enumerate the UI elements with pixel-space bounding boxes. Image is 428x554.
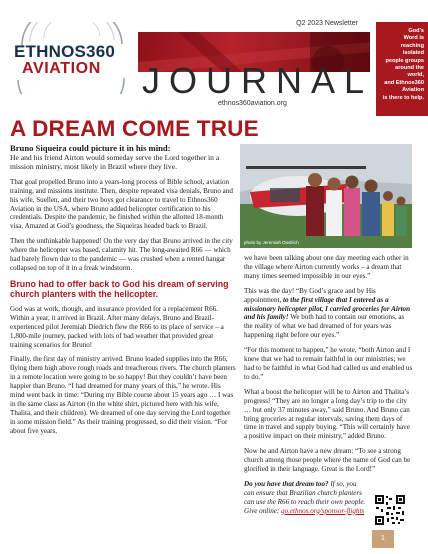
group-photo-illustration [240,144,412,248]
article-text: We both had to contain our emotions, as the reality of what we had dreamed of for years was happening right before our eyes.” [244,313,405,340]
article-paragraph: we have been talking about one day meeting each other in the village where Airton currently works – a dream that many times seemed impossible in our eyes.” [244,254,409,280]
mission-line: God’s [408,28,424,34]
sponsor-flights-link[interactable]: go.ethnos.org/sponsor-flights [281,506,365,515]
newsletter-issue: Q2 2023 Newsletter [296,20,358,27]
article-lead: Bruno Siqueira could picture it in his mind: [10,143,171,153]
article-paragraph: Finally, the first day of ministry arrived. Bruno loaded supplies into the R66, flying them high above rough roads and treacherous rivers. The church planters in a remote location were going to be so happy! But they couldn’t have been happier than Bruno. “I had dreamed for many years of this,” he wrote. His mind went back in time: “During my Bible course about 15 years ago … I was in the same class as Airton (in the white shirt, pictured here with his wife, Thalita, and their children). We dreamed of one day serving the Lord together in some mission field.” As their training progressed, so did their vision. “For about five years, [10,355,236,435]
article-paragraph: What a boost the helicopter will be to Airton and Thalita’s progress! “They are no longer a long day’s trip to the city … but only 37 minutes away,” said Bruno. And Bruno can bring groceries at regular intervals, saving them days of time in travel and supply buying. “This will certainly have a positive impact on their ministry,” added Bruno. [244,387,410,441]
article-text: This was the day! “By God’s grace and by His appointment, [244,286,376,304]
website-url: ethnos360aviation.org [218,100,287,107]
article-paragraph: “For this moment to happen,” he wrote, “both Airton and I knew that we had to remain faithful in our ministries; we had to be faithful in what God had called us and enabled us to do.” [244,346,413,381]
article-subheading: Bruno had to offer back to God his dream of serving church planters with the helicopter. [10,278,229,299]
mission-line: around the world, [395,65,424,79]
qr-code-icon[interactable] [374,494,406,526]
mission-line: people groups [385,57,424,64]
cta-text: If so, you can ensure that Brazilian church planters can use the R66 to reach their own people. Give online: [244,479,366,515]
ethnos360-aviation-logo [4,22,136,94]
logo-text-ethnos360: ETHNOS360 [14,42,116,61]
article-paragraph: That goal propelled Bruno into a years-long process of Bible school, aviation training, and missions institute. Then, despite repeated visa denials, Bruno and his wife, Suellen, and their two boys got clearance to travel to Ethnos360 Aviation in the USA, where Bruno added helicopter certification to his credentials. Despite the pandemic, he finished within the allotted 18-month visa. Amazed at God’s goodness, the Siqueiras headed back to Brazil. [10,177,233,231]
mission-line: is there to help. [382,94,424,101]
article-paragraph: Now he and Airton have a new dream: “To see a strong church among those people where the name of God can be glorified in their language. Great is the Lord!” [244,447,411,474]
mission-line: and Ethnos360 Aviation [384,79,424,94]
article-paragraph: God was at work, though, and insurance provided for a replacement R66. Within a year, it arrived in Brazil. After many delays, Bruno and Brazil-experienced pilot Jeremiah Diedrich flew the R66 to its place of service – a 1,800-mile journey, packed with lots of bad weather that provided great training scenarios for Bruno! [10,304,224,349]
article-column-right [244,254,414,522]
mission-line: Word is [403,35,424,42]
article-paragraph [244,287,414,340]
journal-title: JOURNAL [142,60,374,101]
mission-statement-box [376,22,428,116]
article-headline: A DREAM COME TRUE [10,116,259,141]
article-paragraph: Then the unthinkable happened! On the very day that Bruno arrived in the city where the helicopter was based, calamity hit. The long-awaited R66 — which had barely flown due to the pandemic — was crushed when a rented hangar collapsed on top of it in a freak windstorm. [10,237,233,272]
article-paragraph: He and his friend Airton would someday serve the Lord together in a mission ministry, most likely in Brazil where they live. [10,153,220,172]
article-column-left [10,143,236,442]
mission-line: reaching isolated [400,42,424,57]
article-emphasis: to the first village that I entered as a missionary helicopter pilot, I carried groceries for Airton and his family! [244,295,411,322]
qr-code-graphic [374,494,406,526]
logo-text-aviation: AVIATION [22,60,101,77]
photo-credit: photo by Jeremiah Diedrich [244,240,299,245]
article-photo [240,144,412,248]
page-number: 1 [372,530,394,548]
cta-question: Do you have that dream too? [244,479,329,488]
call-to-action [244,480,368,516]
